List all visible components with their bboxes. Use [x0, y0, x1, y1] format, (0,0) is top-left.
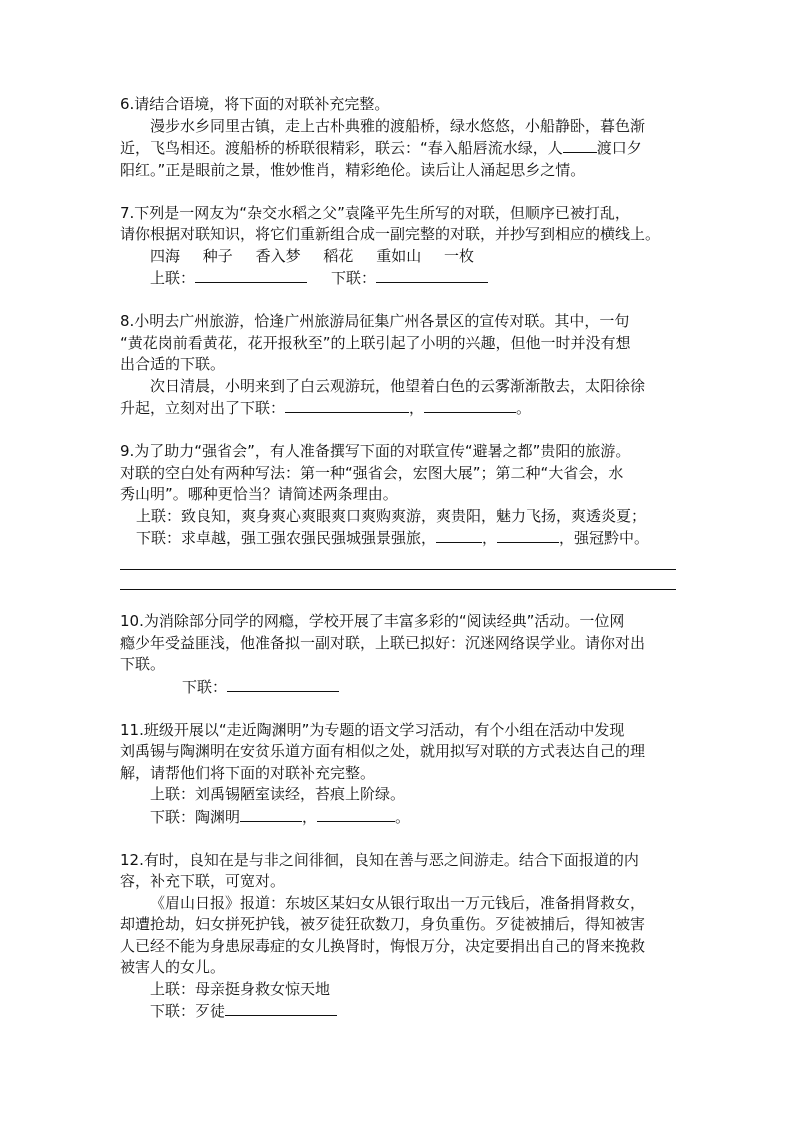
q9-line-2: 对联的空白处有两种写法：第一种“强省会，宏图大展”；第二种“大省会，水 — [120, 463, 624, 482]
q7-line-1: 7.下列是一网友为“杂交水稻之父”袁隆平先生所写的对联，但顺序已被打乱， — [120, 203, 630, 222]
q8-comma: ， — [409, 399, 425, 417]
q9-answer-line-1[interactable] — [120, 550, 676, 570]
q11-lower-text: 下联：陶渊明 — [150, 807, 241, 826]
q12-line-5: 人已经不能为身患尿毒症的女儿换肾时，悔恨万分，决定要捐出自己的肾来挽救 — [120, 936, 646, 955]
q11-blank-1[interactable] — [240, 806, 302, 822]
question-11 — [120, 720, 676, 829]
q12-lower-text: 下联：歹徒 — [150, 1002, 226, 1020]
question-10 — [120, 611, 676, 698]
q6-line-4: 阳红。”正是眼前之景，惟妙惟肖，精彩绝伦。读后让人涌起思乡之情。 — [120, 160, 586, 179]
q12-line-3: 《眉山日报》报道：东坡区某妇女从银行取出一万元钱后，准备捐肾救女， — [150, 893, 646, 912]
q6-line-3-tail: 渡口夕 — [596, 139, 642, 157]
q7-lower-label: 下联： — [331, 269, 377, 287]
q11-line-1: 11.班级开展以“走近陶渊明”为专题的语文学习活动，有个小组在活动中发现 — [120, 720, 625, 739]
q7-word: 稻花 — [323, 246, 354, 265]
worksheet-page — [120, 94, 676, 1023]
q12-line-4: 却遭抢劫，妇女拼死护钱，被歹徒狂砍数刀，身负重伤。歹徒被捕后，得知被害 — [120, 915, 646, 933]
q6-line-3 — [120, 137, 676, 160]
q8-blank-2[interactable] — [424, 397, 516, 413]
q7-word: 一枚 — [443, 246, 474, 265]
q11-blank-2[interactable] — [317, 806, 395, 822]
q11-upper-couplet: 上联：刘禹锡陋室读经，苔痕上阶绿。 — [150, 785, 406, 803]
q7-word: 重如山 — [376, 246, 422, 265]
q9-comma: ， — [482, 529, 498, 547]
q8-line-5 — [120, 397, 676, 420]
q9-upper-couplet: 上联：致良知，爽身爽心爽眼爽口爽购爽游，爽贵阳，魅力飞扬，爽透炎夏； — [136, 506, 647, 525]
q8-line-5-text: 升起，立刻对出了下联： — [120, 399, 286, 417]
q11-line-2: 刘禹锡与陶渊明在安贫乐道方面有相似之处，就用拟写对联的方式表达自己的理 — [120, 742, 646, 760]
q6-blank[interactable] — [563, 137, 597, 153]
q7-word: 种子 — [202, 246, 233, 265]
q8-line-1: 8.小明去广州旅游，恰逢广州旅游局征集广州各景区的宣传对联。其中，一句 — [120, 312, 630, 330]
question-6 — [120, 94, 676, 181]
q11-comma: ， — [302, 807, 318, 826]
q9-blank-2[interactable] — [497, 527, 559, 543]
q8-blank-1[interactable] — [285, 397, 409, 413]
q7-word-list — [120, 246, 676, 268]
q7-answer-line — [120, 267, 676, 290]
q8-end: 。 — [516, 399, 532, 417]
q10-line-1: 10.为消除部分同学的网瘾，学校开展了丰富多彩的“阅读经典”活动。一位网 — [120, 612, 625, 630]
q8-line-2: “黄花岗前看黄花，花开报秋至”的上联引起了小明的兴趣，但他一时并没有想 — [120, 333, 631, 352]
q12-upper-couplet: 上联：母亲挺身救女惊天地 — [150, 979, 331, 998]
q9-line-1: 9.为了助力“强省会”，有人准备撰写下面的对联宣传“避暑之都”贵阳的旅游。 — [120, 442, 631, 460]
q7-word: 香入梦 — [255, 246, 301, 265]
q7-line-2: 请你根据对联知识，将它们重新组合成一副完整的对联，并抄写到相应的横线上。 — [120, 225, 661, 243]
question-12 — [120, 850, 676, 1023]
question-9 — [120, 441, 676, 590]
q10-lower-label: 下联： — [182, 677, 228, 696]
q11-end: 。 — [395, 807, 411, 826]
q12-line-6: 被害人的女儿。 — [120, 958, 226, 976]
q9-lower-couplet — [120, 527, 676, 550]
q6-line-3-text: 近，飞鸟相还。渡船桥的桥联很精彩，联云：“春入船唇流水绿，人 — [120, 139, 563, 157]
q12-line-2: 容，补充下联，可宽对。 — [120, 872, 286, 890]
question-8 — [120, 311, 676, 420]
q9-lower-text: 下联：求卓越，强工强农强民强城强景强旅， — [136, 529, 437, 547]
q9-answer-line-2[interactable] — [120, 570, 676, 590]
q10-line-2: 瘾少年受益匪浅，他准备拟一副对联，上联已拟好：沉迷网络误学业。请你对出 — [120, 633, 646, 652]
q10-blank[interactable] — [227, 676, 339, 692]
q7-word: 四海 — [150, 246, 181, 265]
q6-line-2: 漫步水乡同里古镇，走上古朴典雅的渡船桥，绿水悠悠，小船静卧，暮色渐 — [150, 116, 646, 135]
q12-lower-couplet — [120, 1000, 676, 1023]
question-7 — [120, 203, 676, 290]
q8-line-3: 出合适的下联。 — [120, 355, 226, 373]
q11-lower-couplet — [120, 806, 676, 829]
q9-line-3: 秀山明”。哪种更恰当？请简述两条理由。 — [120, 485, 398, 503]
q10-answer-line — [120, 676, 676, 699]
q10-line-3: 下联。 — [120, 655, 166, 673]
q9-blank-1[interactable] — [436, 527, 482, 543]
q9-lower-end: ，强冠黔中。 — [559, 529, 650, 547]
q12-line-1: 12.有时，良知在是与非之间徘徊，良知在善与恶之间游走。结合下面报道的内 — [120, 850, 639, 869]
q7-upper-blank[interactable] — [195, 267, 307, 283]
q6-line-1: 6.请结合语境，将下面的对联补充完整。 — [120, 95, 390, 113]
q7-lower-blank[interactable] — [376, 267, 488, 283]
q7-upper-label: 上联： — [150, 269, 196, 287]
q12-blank[interactable] — [225, 1000, 337, 1016]
q11-line-3: 解，请帮他们将下面的对联补充完整。 — [120, 763, 376, 782]
q8-line-4: 次日清晨，小明来到了白云观游玩，他望着白色的云雾渐渐散去，太阳徐徐 — [150, 376, 646, 395]
